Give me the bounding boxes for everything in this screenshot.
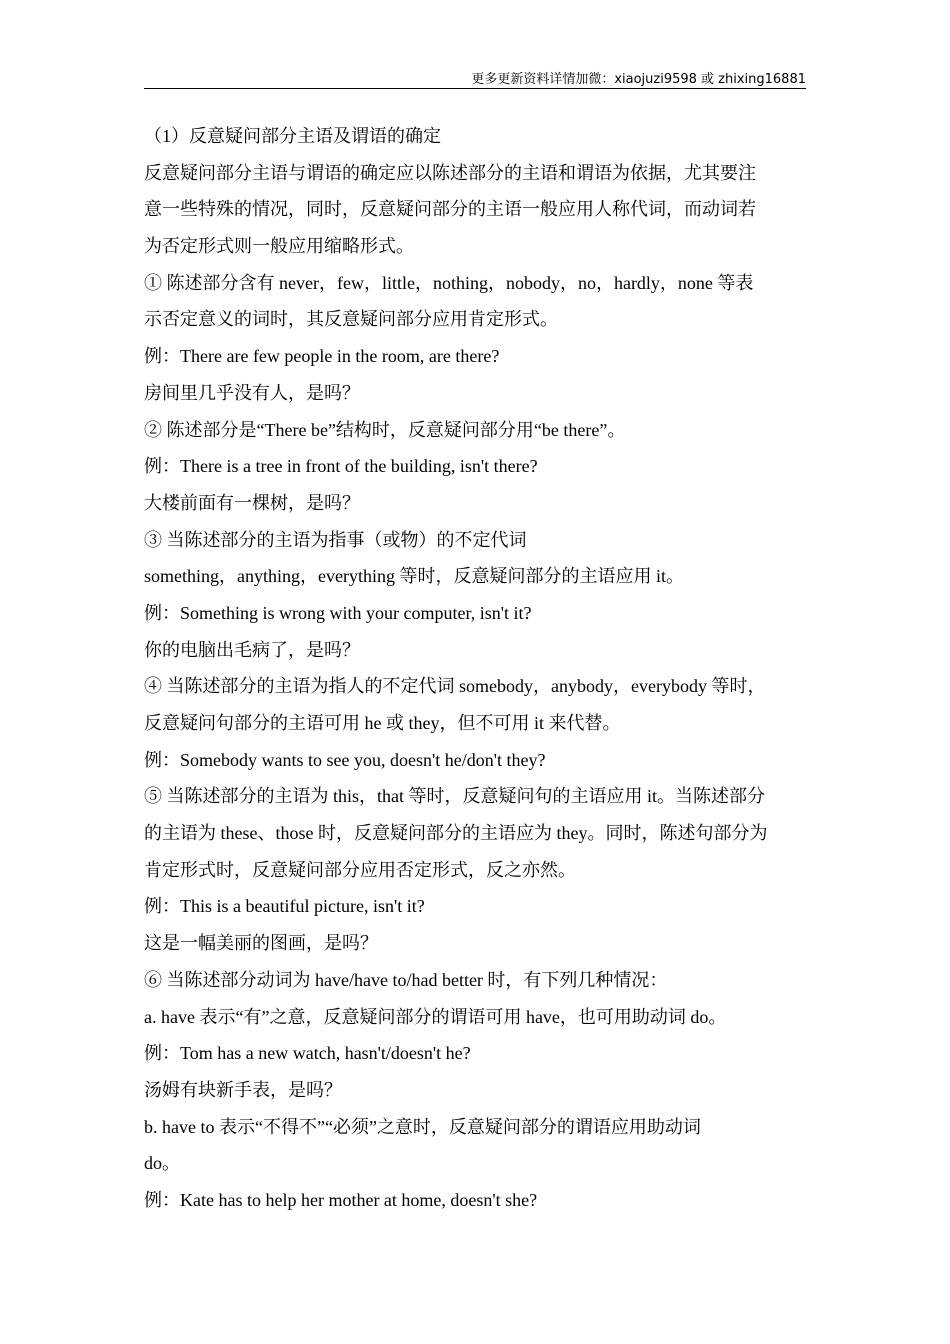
example-sentence: 例：Kate has to help her mother at home, doesn't she? bbox=[144, 1189, 538, 1210]
paragraph-line: something，anything，everything 等时，反意疑问部分的主语应用 it。 bbox=[144, 566, 684, 587]
example-sentence: 例：This is a beautiful picture, isn't it? bbox=[144, 896, 425, 917]
paragraph-line: do。 bbox=[144, 1153, 180, 1174]
paragraph-line: 反意疑问部分主语与谓语的确定应以陈述部分的主语和谓语为依据，尤其要注 bbox=[144, 162, 756, 183]
section-heading: （1）反意疑问部分主语及谓语的确定 bbox=[144, 126, 441, 146]
example-sentence: 例：Tom has a new watch, hasn't/doesn't he? bbox=[144, 1043, 471, 1064]
sub-rule-a: a. have 表示“有”之意，反意疑问部分的谓语可用 have，也可用助动词 do。 bbox=[144, 1006, 727, 1027]
rule-item-4: ④ 当陈述部分的主语为指人的不定代词 somebody，anybody，everybody 等时， bbox=[144, 676, 766, 697]
example-translation: 汤姆有块新手表，是吗？ bbox=[144, 1079, 342, 1100]
rule-item-2: ② 陈述部分是“There be”结构时，反意疑问部分用“be there”。 bbox=[144, 419, 626, 440]
example-translation: 大楼前面有一棵树，是吗？ bbox=[144, 492, 360, 513]
paragraph-line: 意一些特殊的情况，同时，反意疑问部分的主语一般应用人称代词，而动词若 bbox=[144, 199, 756, 220]
document-body bbox=[144, 118, 806, 1219]
example-translation: 这是一幅美丽的图画，是吗？ bbox=[144, 933, 378, 954]
page-header: 更多更新资料详情加微：xiaojuzi9598 或 zhixing16881 bbox=[471, 72, 806, 87]
paragraph-line: 反意疑问句部分的主语可用 he 或 they，但不可用 it 来代替。 bbox=[144, 713, 621, 733]
paragraph-line: 肯定形式时，反意疑问部分应用否定形式，反之亦然。 bbox=[144, 859, 576, 880]
header-divider bbox=[144, 88, 806, 89]
example-translation: 你的电脑出毛病了，是吗？ bbox=[144, 639, 360, 660]
rule-item-6: ⑥ 当陈述部分动词为 have/have to/had better 时，有下列几种情况： bbox=[144, 969, 668, 990]
rule-item-3: ③ 当陈述部分的主语为指事（或物）的不定代词 bbox=[144, 529, 527, 550]
example-sentence: 例：Somebody wants to see you, doesn't he/don't they? bbox=[144, 749, 546, 770]
example-translation: 房间里几乎没有人，是吗？ bbox=[144, 382, 360, 403]
paragraph-line: 示否定意义的词时，其反意疑问部分应用肯定形式。 bbox=[144, 309, 558, 330]
paragraph-line: 的主语为 these、those 时，反意疑问部分的主语应为 they。同时，陈述句部分为 bbox=[144, 823, 768, 844]
example-sentence: 例：Something is wrong with your computer, isn't it? bbox=[144, 602, 532, 623]
rule-item-1: ① 陈述部分含有 never，few，little，nothing，nobody，no，hardly，none 等表 bbox=[144, 272, 754, 293]
paragraph-line: 为否定形式则一般应用缩略形式。 bbox=[144, 236, 414, 257]
example-sentence: 例：There are few people in the room, are there? bbox=[144, 346, 500, 367]
sub-rule-b: b. have to 表示“不得不”“必须”之意时，反意疑问部分的谓语应用助动词 bbox=[144, 1116, 701, 1137]
rule-item-5: ⑤ 当陈述部分的主语为 this，that 等时，反意疑问句的主语应用 it。当陈述部分 bbox=[144, 786, 765, 807]
example-sentence: 例：There is a tree in front of the building, isn't there? bbox=[144, 456, 538, 477]
